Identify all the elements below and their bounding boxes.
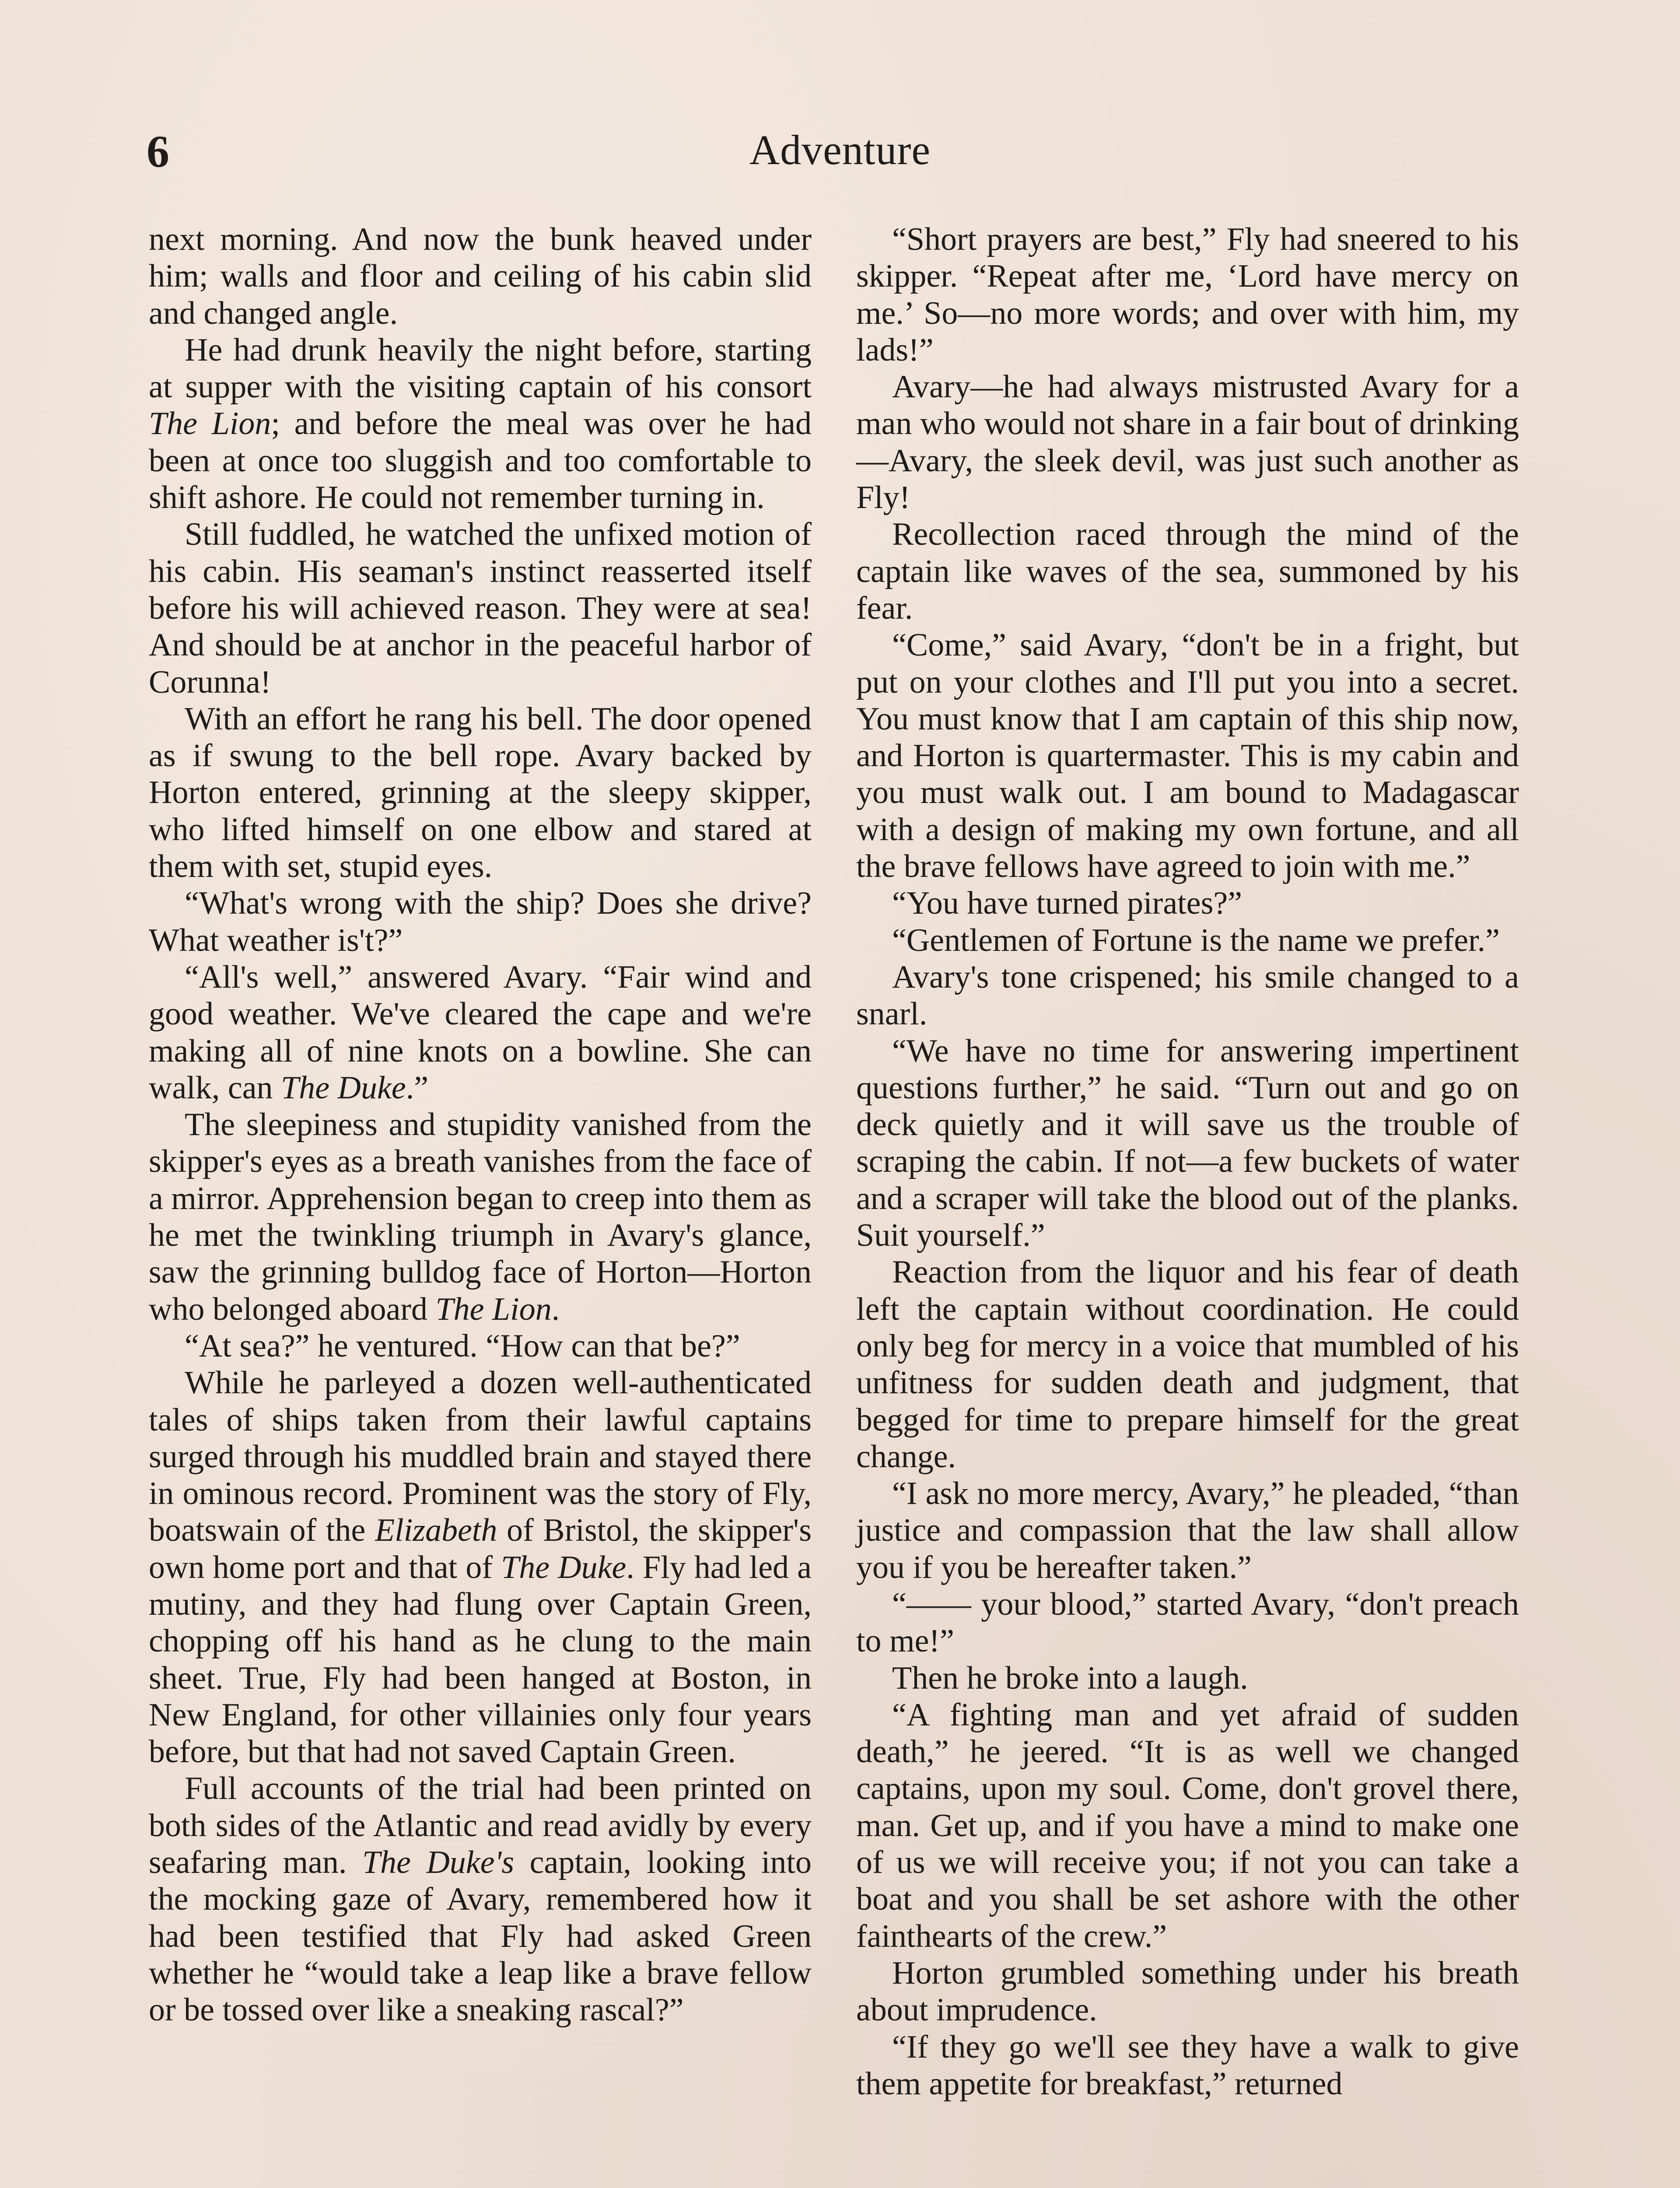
paragraph: Still fuddled, he watched the unfixed motion of his cabin. His seaman's instinct reasserted itself before his will achieved reason. They were at sea! And should be at anchor in the peaceful harbor of Corunna! [149,516,812,700]
paragraph: “—— your blood,” started Avary, “don't preach to me!” [856,1586,1519,1659]
page-header [0,126,1680,182]
paragraph: next morning. And now the bunk heaved under him; walls and floor and ceiling of his cabin slid and changed angle. [149,221,812,331]
page-number: 6 [147,126,169,177]
paragraph: Full accounts of the trial had been printed on both sides of the Atlantic and read avidly by every seafaring man. The Duke's captain, looking into the mocking gaze of Avary, remembered how it had been testified that Fly had asked Green whether he “would take a leap like a brave fellow or be tossed over like a sneaking rascal?” [149,1771,812,2028]
paragraph: Avary's tone crispened; his smile changed to a snarl. [856,959,1519,1032]
paragraph: The sleepiness and stupidity vanished from the skipper's eyes as a breath vanishes from the face of a mirror. Apprehension began to creep into them as he met the twinkling triumph in Avary's glance, saw the grinning bulldog face of Horton—Horton who belonged aboard The Lion. [149,1107,812,1327]
paragraph: “If they go we'll see they have a walk to give them appetite for breakfast,” returned [856,2029,1519,2102]
right-text-column [856,221,1519,2102]
paragraph: Reaction from the liquor and his fear of death left the captain without coordination. He could only beg for mercy in a voice that mumbled of his unfitness for sudden death and judgment, that begged for time to prepare himself for the great change. [856,1254,1519,1475]
paragraph: “You have turned pirates?” [892,885,1242,922]
paragraph: While he parleyed a dozen well-authenticated tales of ships taken from their lawful captains surged through his muddled brain and stayed there in ominous record. Prominent was the story of Fly, boatswain of the Elizabeth of Bristol, the skipper's own home port and that of The Duke. Fly had led a mutiny, and they had flung over Captain Green, chopping off his hand as he clung to the main sheet. True, Fly had been hanged at Boston, in New England, for other villainies only four years before, but that had not saved Captain Green. [149,1365,812,1770]
left-text-column [149,221,812,2029]
paragraph: Recollection raced through the mind of the captain like waves of the sea, summoned by his fear. [856,516,1519,626]
paragraph: “At sea?” he ventured. “How can that be?” [185,1328,740,1364]
paragraph: “What's wrong with the ship? Does she drive? What weather is't?” [149,885,812,958]
paragraph: Horton grumbled something under his breath about imprudence. [856,1955,1519,2028]
paragraph: “We have no time for answering impertinent questions further,” he said. “Turn out and go on deck quietly and it will save us the trouble of scraping the cabin. If not—a few buckets of water and a scraper will take the blood out of the planks. Suit yourself.” [856,1033,1519,1254]
paragraph: “Come,” said Avary, “don't be in a fright, but put on your clothes and I'll put you into a secret. You must know that I am captain of this ship now, and Horton is quartermaster. This is my cabin and you must walk out. I am bound to Madagascar with a design of making my own fortune, and all the brave fellows have agreed to join with me.” [856,627,1519,885]
paragraph: Avary—he had always mistrusted Avary for a man who would not share in a fair bout of drinking—Avary, the sleek devil, was just such another as Fly! [856,369,1519,516]
paragraph: “Gentlemen of Fortune is the name we prefer.” [892,922,1500,958]
paragraph: He had drunk heavily the night before, starting at supper with the visiting captain of his consort The Lion; and before the meal was over he had been at once too sluggish and too comfortable to shift ashore. He could not remember turning in. [149,332,812,516]
paragraph: “Short prayers are best,” Fly had sneered to his skipper. “Repeat after me, ‘Lord have mercy on me.’ So—no more words; and over with him, my lads!” [856,221,1519,368]
paragraph: “I ask no more mercy, Avary,” he pleaded, “than justice and compassion that the law shall allow you if you be hereafter taken.” [856,1476,1519,1585]
paragraph: “A fighting man and yet afraid of sudden death,” he jeered. “It is as well we changed captains, upon my soul. Come, don't grovel there, man. Get up, and if you have a mind to make one of us we will receive you; if not you can take a boat and you shall be set ashore with the other fainthearts of the crew.” [856,1697,1519,1954]
magazine-title: Adventure [749,126,931,173]
paragraph: “All's well,” answered Avary. “Fair wind and good weather. We've cleared the cape and we're making all of nine knots on a bowline. She can walk, can The Duke.” [149,959,812,1106]
paragraph: With an effort he rang his bell. The door opened as if swung to the bell rope. Avary backed by Horton entered, grinning at the sleepy skipper, who lifted himself on one elbow and stared at them with set, stupid eyes. [149,701,812,885]
paragraph: Then he broke into a laugh. [892,1660,1248,1696]
